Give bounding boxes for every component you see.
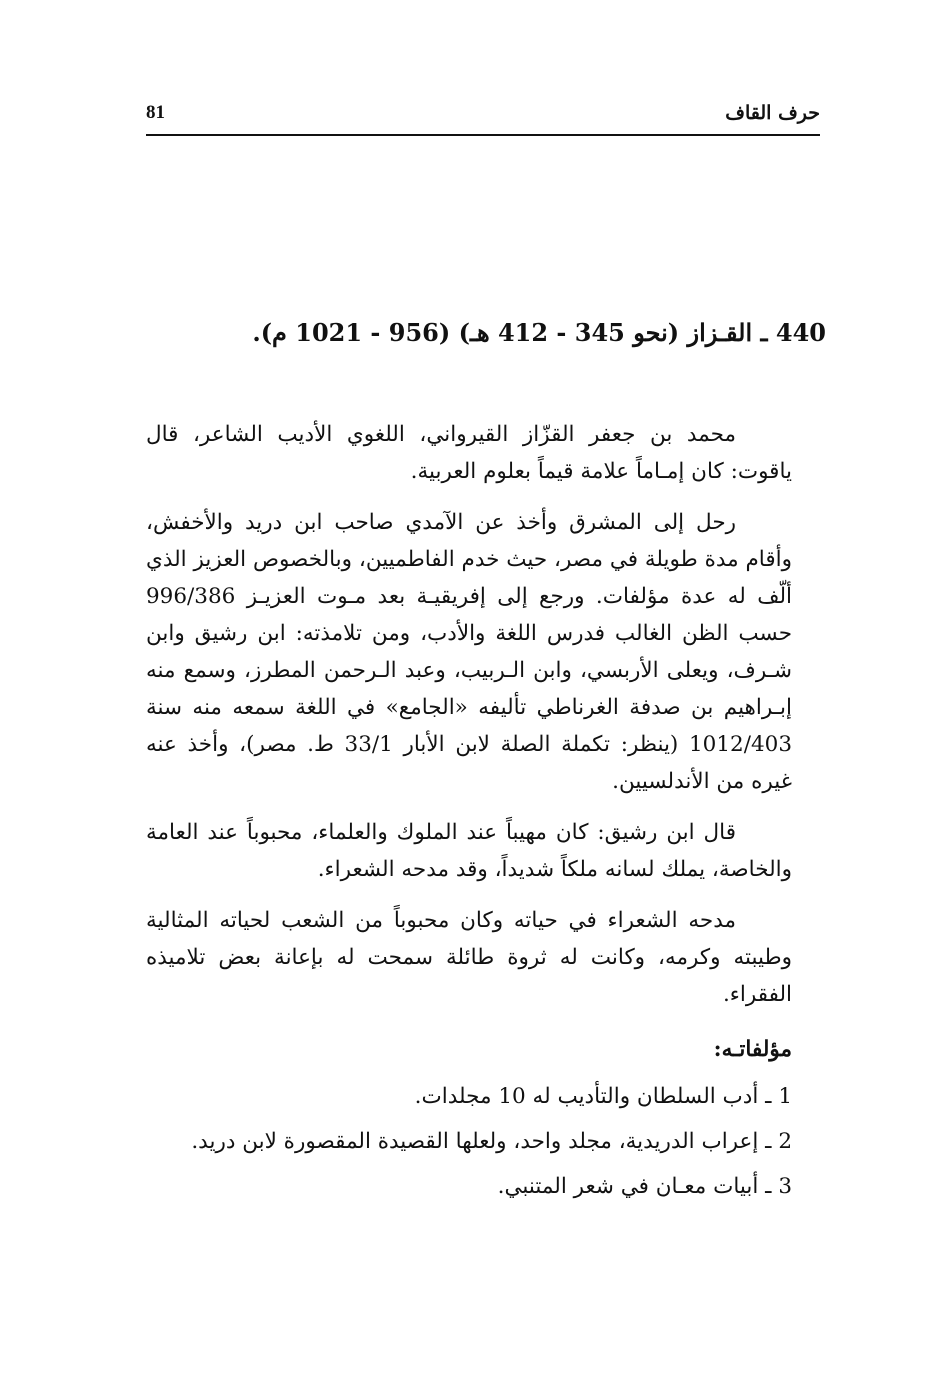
running-header bbox=[146, 100, 820, 136]
works-list bbox=[146, 1074, 792, 1209]
list-item: 3 ـ أبيات معـان في شعر المتنبي. bbox=[497, 1174, 792, 1199]
paragraph-praise: مدحه الشعراء في حياته وكان محبوباً من الشعب لحياته المثالية وطيبته وكرمه، وكانت له ثروة طائلة سمحت له بإعانة بعض تلاميذه الفقراء. bbox=[146, 908, 792, 1007]
paragraph-ibn-rashiq-quote: قال ابن رشيق: كان مهيباً عند الملوك والعلماء، محبوباً عند العامة والخاصة، يملك لسانه ملكاً شديداً، وقد مدحه الشعراء. bbox=[146, 820, 792, 882]
page-number: 81 bbox=[146, 102, 165, 123]
chapter-title: حرف القاف bbox=[725, 102, 820, 124]
paragraph-biography: رحل إلى المشرق وأخذ عن الآمدي صاحب ابن دريد والأخفش، وأقام مدة طويلة في مصر، حيث خدم الفاطميين، وبالخصوص العزيز الذي ألّف له عدة مؤلفات. ورجع إلى إفريقيـة بعد مـوت العزيـز 996/386 حسب الظن الغالب فدرس اللغة والأدب، ومن تلامذته: ابن رشيق وابن شـرف، ويعلى الأربسي، وابن الـربيب، وعبد الـرحمن المطرز، وسمع منه إبـراهيم بن صدفة الغرناطي تأليفه «الجامع» في اللغة سمعه منه سنة 1012/403 (ينظر: تكملة الصلة لابن الأبار 33/1 ط. مصر)، وأخذ عنه غيره من الأندلسيين. bbox=[146, 510, 792, 794]
list-item: 1 ـ أدب السلطان والتأديب له 10 مجلدات. bbox=[414, 1084, 792, 1109]
entry-body bbox=[146, 416, 792, 1209]
entry-title: 440 ـ القـزاز (نحو 345 - 412 هـ) (956 - 1021 م). bbox=[252, 318, 826, 347]
paragraph-intro: محمد بن جعفر القزّاز القيرواني، اللغوي الأديب الشاعر، قال ياقوت: كان إمـاماً علامة قيماً بعلوم العربية. bbox=[146, 422, 792, 484]
works-heading: مؤلفاتـه: bbox=[713, 1037, 792, 1062]
list-item: 2 ـ إعراب الدريدية، مجلد واحد، ولعلها القصيدة المقصورة لابن دريد. bbox=[191, 1129, 792, 1154]
